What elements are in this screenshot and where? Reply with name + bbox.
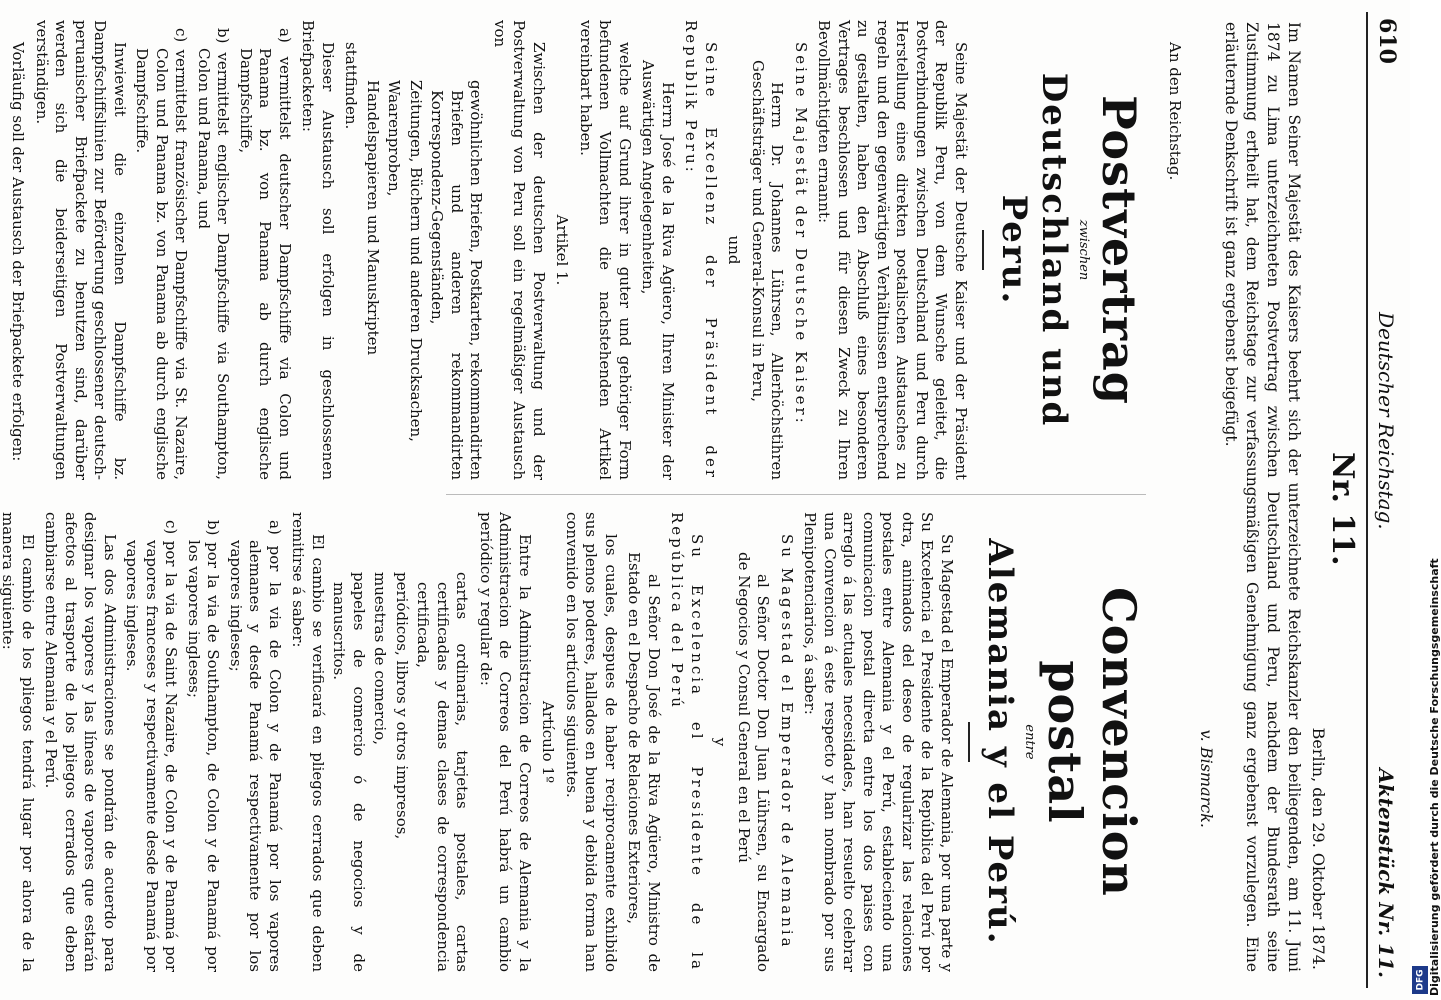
german-item: Handelspapieren und Manuskripten: [364, 80, 382, 356]
spanish-item: muestras de comercio,: [371, 572, 390, 746]
german-parties: Deutschland und Peru.: [994, 72, 1074, 428]
german-exchange: Dieser Austausch soll erfolgen in geschlossenen Briefpacketen:: [299, 20, 337, 480]
spanish-provisional: El cambio de los pliegos tendrá lugar por ahora de la manera siguiente:: [0, 512, 37, 972]
german-stattfinden: stattfinden.: [342, 42, 361, 130]
german-plenipotentiary-2: Herrn José de la Riva Agüero, Ihren Minister der Auswärtigen Angelegenheiten,: [639, 60, 677, 480]
dfg-logo: [1412, 966, 1428, 994]
german-column: [4, 20, 1146, 480]
german-und: und: [725, 235, 744, 265]
spanish-ships: Las dos Administraciones se pondrán de acuerdo para designar los vapores y las líneas de vapores que estarán afectos al trasporte de los pliegos cerrados que deben cambiarse entre Alemania y el Perú.: [42, 512, 119, 972]
spanish-route-b: b) por la via de Southampton, de Colon y de Panamá por los vapores ingleses;: [185, 520, 223, 972]
german-route-b: b) vermittelst englischer Dampfschiffe via Southampton, Colon und Panama, und: [195, 28, 233, 480]
german-provisional: Vorläufig soll der Austausch der Briefpackete erfolgen:: [9, 42, 28, 462]
spanish-item: cartas ordinarias, tarjetas postales, cartas certificadas y demas clases de correspondencia certificada,: [414, 572, 472, 972]
german-title: Postvertrag: [1092, 95, 1146, 405]
attachment-label: Aktenstück Nr. 11.: [1374, 768, 1398, 978]
spanish-agreement: los cuales, despues de haber reciprocamente exhibido sus plenos poderes, hallados en buena y debida forma han convenido en los artículos siguientes.: [563, 512, 620, 972]
spanish-parties: Alemania y el Perú.: [980, 538, 1020, 946]
spanish-plenipotentiary-1: al Señor Doctor Don Juan Lührsen, su Encargado de Negocios y Consul General en el Perú: [735, 552, 773, 972]
german-route-a: a) vermittelst deutscher Dampfschiffe via Colon und Panama bz. von Panama ab durch englische Dampfschiffe,: [237, 28, 294, 480]
column-divider: [446, 494, 1146, 495]
spanish-article-text: Entre la Administracion de Correos de Alemania y la Administracion de Correos del Perú habrá un cambio periódico y regular de:: [477, 512, 534, 972]
german-item: Waarenproben,: [385, 80, 404, 197]
spanish-route-a: a) por la via de Colon y de Panamá por los vapores alemanes y desde Panamá respectivamente por los vapores ingleses;: [227, 520, 284, 972]
german-agreement: welche auf Grund ihrer in guter und gehöriger Form befundenen Vollmachten die nachstehenden Artikel vereinbart haben.: [577, 20, 634, 480]
spanish-title: Convencion postal: [1038, 587, 1146, 897]
title-rule: [982, 230, 984, 270]
german-emperor: Seine Majestät der Deutsche Kaiser:: [792, 42, 810, 426]
dateline: Berlin, den 29. Oktober 1874.: [1309, 727, 1328, 970]
spanish-item: papeles de comercio ó de negocios y de manuscritos.: [330, 572, 368, 972]
rotated-document-page: [0, 12, 1408, 988]
intro-paragraph: Im Namen Seiner Majestät des Kaisers beehrt sich der unterzeichnete Reichskanzler den beiliegenden, am 11. Juni 1874 zu Lima unterzeichneten Postvertrag zwischen Deutschland und Peru, nachdem der Bundesrath seine Zustimmung ertheilt hat, dem Reichstage zur verfassungsmäßigen Genehmigung ganz ergebenst vorzulegen. Eine erläuternde Denkschrift ist ganz ergebenst beigefügt.: [1222, 22, 1303, 972]
german-article-1: Artikel 1.: [553, 214, 572, 286]
addressee: An den Reichstag.: [1166, 42, 1184, 181]
page-header: [1366, 12, 1408, 988]
german-route-c: c) vermittelst französischer Dampfschiffe via St. Nazaire, Colon und Panama bz. von Panama ab durch englische Dampfschiffe.: [133, 28, 191, 480]
spanish-item: periódicos, libros y otros impresos,: [393, 572, 411, 840]
spanish-column: [0, 512, 1146, 972]
signature: v. Bismarck.: [1197, 729, 1216, 828]
spanish-between: entre: [1022, 724, 1037, 760]
digitization-credit-bar: [1410, 0, 1441, 1000]
german-between: zwischen: [1076, 219, 1091, 281]
title-rule: [968, 722, 970, 762]
german-preamble: Seine Majestät der Deutsche Kaiser und der Präsident der Republik Peru, von dem Wunsche geleitet, die Postverbindungen zwischen Deutschland und Peru durch Herstellung eines direkten postalischen Austausches zu regeln und den gegenwärtigen Verhältnissen entsprechend zu gestalten, haben den Abschluß eines besonderen Vertrages beschlossen und für diesen Zweck zu Ihren Bevollmächtigten ernannt:: [815, 20, 970, 480]
dfg-logo-text: DFG: [1415, 969, 1426, 991]
spanish-president: Su Excelencia el Presidente de la República del Perú: [668, 512, 706, 972]
spanish-y: y: [711, 737, 730, 747]
spanish-emperor: Su Magestad el Emperador de Alemania: [778, 534, 796, 950]
running-title: Deutscher Reichstag.: [1374, 312, 1398, 530]
spanish-plenipotentiary-2: al Señor Don José de la Riva Agüero, Ministro de Estado en el Despacho de Relaciones Exteriores,: [625, 552, 663, 972]
german-item: gewöhnlichen Briefen, Postkarten, rekommandirten Briefen und anderen rekommandirten Korrespondenz-Gegenständen,: [428, 80, 486, 480]
german-ships: Inwieweit die einzelnen Dampfschiffe bz. Dampfschiffslinien zur Beförderung geschlossener deutsch-peruanischer Briefpackete zu benutzen sind, darüber werden sich die beiderseitigen Postverwaltungen verständigen.: [33, 20, 129, 480]
document-number: Nr. 11.: [1325, 452, 1360, 566]
spanish-preamble: Su Magestad el Emperador de Alemania, por una parte y Su Excelencia el Presidente de la República del Perú por otra, animados del deseo de regularizar las relaciones postales entre Alemania y el Perú, estableciendo una comunicacion postal directa entre los dos paises con arreglo á las actuales necesidades, han resuelto celebrar una Convencion á este respecto y han nombrado por sus Plenipotenciarios, á saber:: [801, 512, 956, 972]
german-article-text: Zwischen der deutschen Postverwaltung und der Postverwaltung von Peru soll ein regelmäßiger Austausch von: [491, 20, 548, 480]
spanish-route-c: c) por la via de Saint Nazaire, de Colon y de Panamá por vapores franceses y respectivamente desde Panamá por vapores ingleses.: [123, 520, 181, 972]
page-number: 610: [1374, 18, 1400, 64]
spanish-exchange: El cambio se verificará en pliegos cerrados que deben remitirse á saber:: [289, 512, 327, 972]
digitization-credit: Digitalisierung gefördert durch die Deutsche Forschungsgemeinschaft: [1428, 558, 1441, 996]
german-item: Zeitungen, Büchern und anderen Drucksachen,: [407, 80, 425, 442]
german-president: Seine Excellenz der Präsident der Republik Peru:: [682, 20, 720, 480]
german-plenipotentiary-1: Herrn Dr. Johannes Lührsen, Allerhöchstihren Geschäftsträger und General-Konsul in Peru,: [749, 60, 787, 480]
spanish-article-1: Artículo 1º: [539, 700, 558, 784]
